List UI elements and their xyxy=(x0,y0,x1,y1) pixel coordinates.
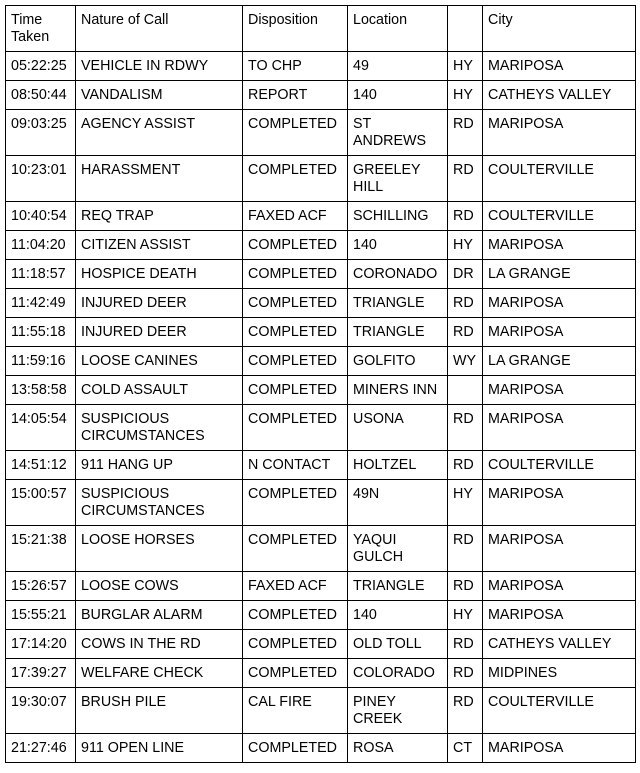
cell-road-suffix: DR xyxy=(448,260,483,289)
cell-nature-of-call: LOOSE COWS xyxy=(76,572,243,601)
cell-disposition: COMPLETED xyxy=(243,110,348,156)
cell-nature-of-call: COWS IN THE RD xyxy=(76,630,243,659)
table-row xyxy=(6,110,636,156)
cell-location: 140 xyxy=(348,81,448,110)
cell-city: COULTERVILLE xyxy=(483,451,636,480)
table-row xyxy=(6,231,636,260)
cell-time-taken: 21:27:46 xyxy=(6,734,76,763)
cell-disposition: TO CHP xyxy=(243,52,348,81)
cell-location: GREELEY HILL xyxy=(348,156,448,202)
cell-nature-of-call: BURGLAR ALARM xyxy=(76,601,243,630)
cell-disposition: COMPLETED xyxy=(243,526,348,572)
cell-location: ST ANDREWS xyxy=(348,110,448,156)
cell-time-taken: 14:51:12 xyxy=(6,451,76,480)
table-row xyxy=(6,156,636,202)
cell-road-suffix: RD xyxy=(448,451,483,480)
cell-disposition: COMPLETED xyxy=(243,347,348,376)
cell-nature-of-call: AGENCY ASSIST xyxy=(76,110,243,156)
cell-road-suffix: RD xyxy=(448,688,483,734)
header-nature-of-call: Nature of Call xyxy=(76,6,243,52)
cell-location: CORONADO xyxy=(348,260,448,289)
table-row xyxy=(6,526,636,572)
header-row xyxy=(6,6,636,52)
cell-disposition: COMPLETED xyxy=(243,601,348,630)
cell-city: MARIPOSA xyxy=(483,231,636,260)
cell-nature-of-call: HOSPICE DEATH xyxy=(76,260,243,289)
table-row xyxy=(6,480,636,526)
cell-disposition: FAXED ACF xyxy=(243,572,348,601)
table-row xyxy=(6,659,636,688)
cell-time-taken: 11:04:20 xyxy=(6,231,76,260)
table-row xyxy=(6,734,636,763)
cell-road-suffix: RD xyxy=(448,318,483,347)
cell-city: CATHEYS VALLEY xyxy=(483,81,636,110)
header-road-suffix xyxy=(448,6,483,52)
cell-time-taken: 10:40:54 xyxy=(6,202,76,231)
call-log-body xyxy=(6,52,636,763)
cell-disposition: COMPLETED xyxy=(243,289,348,318)
cell-nature-of-call: COLD ASSAULT xyxy=(76,376,243,405)
cell-disposition: COMPLETED xyxy=(243,231,348,260)
cell-disposition: COMPLETED xyxy=(243,376,348,405)
cell-nature-of-call: VANDALISM xyxy=(76,81,243,110)
cell-road-suffix: WY xyxy=(448,347,483,376)
cell-city: MARIPOSA xyxy=(483,526,636,572)
cell-road-suffix: RD xyxy=(448,572,483,601)
cell-road-suffix: RD xyxy=(448,405,483,451)
cell-disposition: COMPLETED xyxy=(243,659,348,688)
table-row xyxy=(6,376,636,405)
header-disposition: Disposition xyxy=(243,6,348,52)
cell-location: YAQUI GULCH xyxy=(348,526,448,572)
header-city: City xyxy=(483,6,636,52)
cell-nature-of-call: SUSPICIOUS CIRCUMSTANCES xyxy=(76,480,243,526)
cell-disposition: COMPLETED xyxy=(243,630,348,659)
cell-location: TRIANGLE xyxy=(348,289,448,318)
cell-location: PINEY CREEK xyxy=(348,688,448,734)
cell-location: 140 xyxy=(348,601,448,630)
cell-time-taken: 14:05:54 xyxy=(6,405,76,451)
cell-nature-of-call: INJURED DEER xyxy=(76,318,243,347)
header-time-taken: Time Taken xyxy=(6,6,76,52)
cell-city: MARIPOSA xyxy=(483,318,636,347)
table-row xyxy=(6,318,636,347)
cell-time-taken: 09:03:25 xyxy=(6,110,76,156)
cell-location: COLORADO xyxy=(348,659,448,688)
cell-road-suffix: RD xyxy=(448,630,483,659)
cell-disposition: COMPLETED xyxy=(243,318,348,347)
cell-city: MARIPOSA xyxy=(483,376,636,405)
cell-location: ROSA xyxy=(348,734,448,763)
cell-time-taken: 17:14:20 xyxy=(6,630,76,659)
cell-city: COULTERVILLE xyxy=(483,202,636,231)
cell-road-suffix: RD xyxy=(448,289,483,318)
cell-time-taken: 11:18:57 xyxy=(6,260,76,289)
cell-time-taken: 11:59:16 xyxy=(6,347,76,376)
cell-road-suffix: HY xyxy=(448,480,483,526)
cell-road-suffix: RD xyxy=(448,156,483,202)
cell-city: MARIPOSA xyxy=(483,734,636,763)
table-row xyxy=(6,52,636,81)
cell-disposition: COMPLETED xyxy=(243,156,348,202)
cell-time-taken: 19:30:07 xyxy=(6,688,76,734)
cell-nature-of-call: WELFARE CHECK xyxy=(76,659,243,688)
table-row xyxy=(6,81,636,110)
table-row xyxy=(6,688,636,734)
cell-road-suffix: HY xyxy=(448,52,483,81)
cell-disposition: CAL FIRE xyxy=(243,688,348,734)
cell-location: OLD TOLL xyxy=(348,630,448,659)
cell-nature-of-call: 911 HANG UP xyxy=(76,451,243,480)
cell-city: MARIPOSA xyxy=(483,405,636,451)
cell-disposition: N CONTACT xyxy=(243,451,348,480)
cell-city: LA GRANGE xyxy=(483,347,636,376)
cell-disposition: COMPLETED xyxy=(243,734,348,763)
cell-road-suffix: CT xyxy=(448,734,483,763)
table-row xyxy=(6,451,636,480)
cell-city: COULTERVILLE xyxy=(483,688,636,734)
table-row xyxy=(6,630,636,659)
cell-time-taken: 08:50:44 xyxy=(6,81,76,110)
cell-nature-of-call: REQ TRAP xyxy=(76,202,243,231)
cell-nature-of-call: LOOSE CANINES xyxy=(76,347,243,376)
cell-city: MIDPINES xyxy=(483,659,636,688)
cell-road-suffix: HY xyxy=(448,601,483,630)
cell-road-suffix: HY xyxy=(448,231,483,260)
cell-road-suffix: HY xyxy=(448,81,483,110)
cell-disposition: COMPLETED xyxy=(243,260,348,289)
cell-location: 49N xyxy=(348,480,448,526)
cell-nature-of-call: CITIZEN ASSIST xyxy=(76,231,243,260)
cell-city: MARIPOSA xyxy=(483,572,636,601)
cell-city: MARIPOSA xyxy=(483,480,636,526)
cell-location: TRIANGLE xyxy=(348,318,448,347)
cell-road-suffix: RD xyxy=(448,526,483,572)
cell-time-taken: 05:22:25 xyxy=(6,52,76,81)
cell-city: COULTERVILLE xyxy=(483,156,636,202)
cell-location: 140 xyxy=(348,231,448,260)
cell-time-taken: 15:00:57 xyxy=(6,480,76,526)
cell-nature-of-call: SUSPICIOUS CIRCUMSTANCES xyxy=(76,405,243,451)
cell-nature-of-call: LOOSE HORSES xyxy=(76,526,243,572)
cell-location: 49 xyxy=(348,52,448,81)
cell-nature-of-call: VEHICLE IN RDWY xyxy=(76,52,243,81)
cell-location: HOLTZEL xyxy=(348,451,448,480)
cell-time-taken: 15:55:21 xyxy=(6,601,76,630)
table-row xyxy=(6,289,636,318)
cell-nature-of-call: HARASSMENT xyxy=(76,156,243,202)
table-row xyxy=(6,202,636,231)
cell-road-suffix: RD xyxy=(448,110,483,156)
cell-time-taken: 10:23:01 xyxy=(6,156,76,202)
cell-city: MARIPOSA xyxy=(483,52,636,81)
cell-city: MARIPOSA xyxy=(483,289,636,318)
cell-time-taken: 17:39:27 xyxy=(6,659,76,688)
cell-road-suffix xyxy=(448,376,483,405)
cell-nature-of-call: BRUSH PILE xyxy=(76,688,243,734)
cell-time-taken: 15:21:38 xyxy=(6,526,76,572)
table-row xyxy=(6,601,636,630)
table-row xyxy=(6,405,636,451)
cell-time-taken: 15:26:57 xyxy=(6,572,76,601)
cell-location: MINERS INN xyxy=(348,376,448,405)
cell-location: USONA xyxy=(348,405,448,451)
cell-road-suffix: RD xyxy=(448,202,483,231)
cell-disposition: REPORT xyxy=(243,81,348,110)
cell-city: LA GRANGE xyxy=(483,260,636,289)
cell-road-suffix: RD xyxy=(448,659,483,688)
cell-nature-of-call: INJURED DEER xyxy=(76,289,243,318)
cell-city: MARIPOSA xyxy=(483,110,636,156)
cell-location: GOLFITO xyxy=(348,347,448,376)
cell-location: SCHILLING xyxy=(348,202,448,231)
cell-time-taken: 13:58:58 xyxy=(6,376,76,405)
cell-city: MARIPOSA xyxy=(483,601,636,630)
table-row xyxy=(6,347,636,376)
cell-disposition: COMPLETED xyxy=(243,405,348,451)
table-row xyxy=(6,260,636,289)
call-log-table xyxy=(5,5,636,763)
header-location: Location xyxy=(348,6,448,52)
cell-disposition: COMPLETED xyxy=(243,480,348,526)
cell-time-taken: 11:42:49 xyxy=(6,289,76,318)
cell-nature-of-call: 911 OPEN LINE xyxy=(76,734,243,763)
cell-disposition: FAXED ACF xyxy=(243,202,348,231)
cell-location: TRIANGLE xyxy=(348,572,448,601)
cell-city: CATHEYS VALLEY xyxy=(483,630,636,659)
table-row xyxy=(6,572,636,601)
cell-time-taken: 11:55:18 xyxy=(6,318,76,347)
